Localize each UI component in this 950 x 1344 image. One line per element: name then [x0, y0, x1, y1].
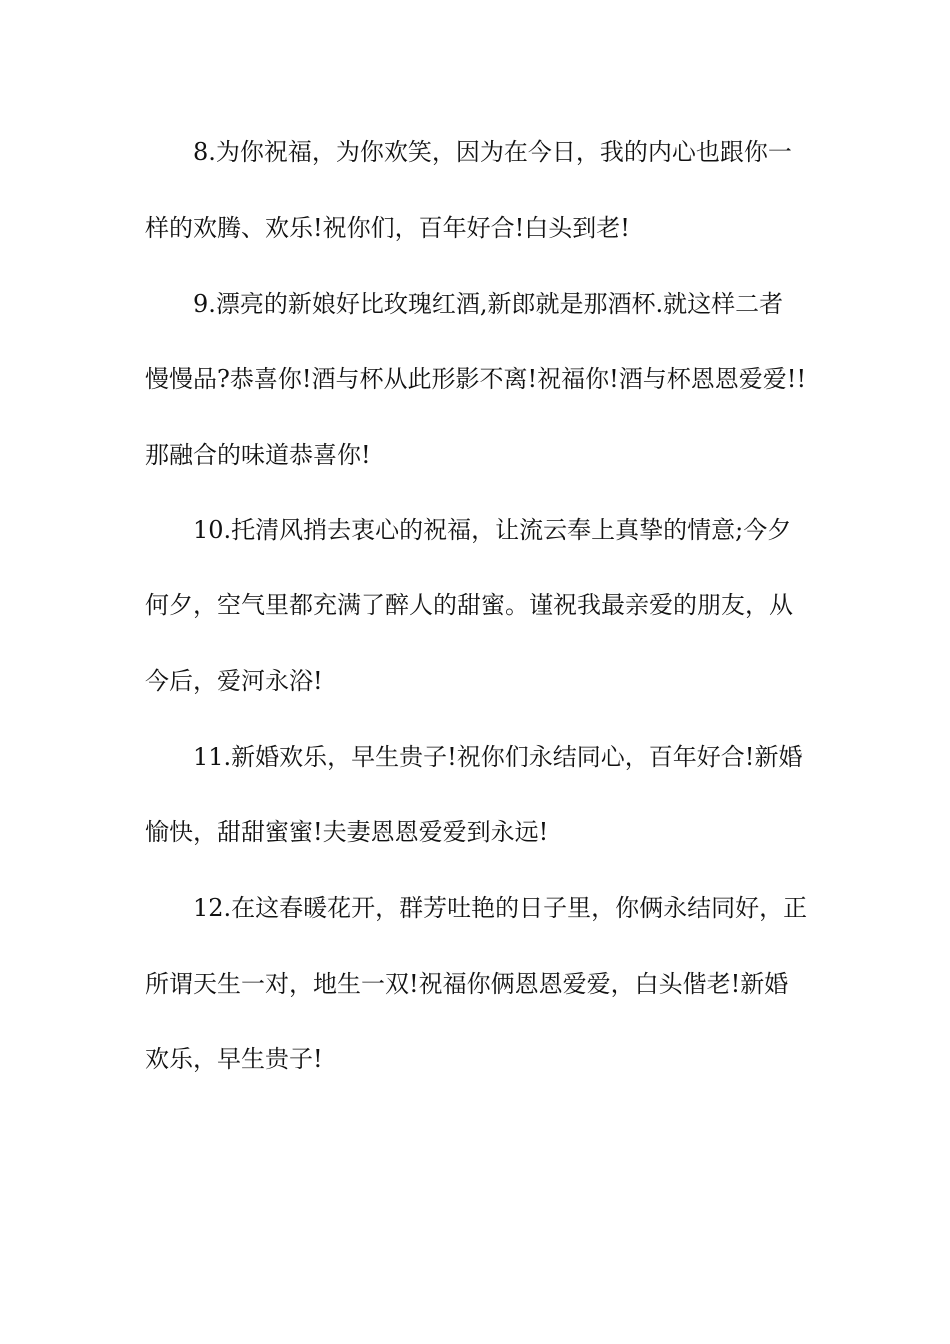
text-line: 所谓天生一对，地生一双!祝福你俩恩恩爱爱，白头偕老!新婚: [145, 970, 789, 998]
text-line: 10.托清风捎去衷心的祝福，让流云奉上真挚的情意;今夕: [193, 516, 792, 544]
text-line: 11.新婚欢乐，早生贵子!祝你们永结同心，百年好合!新婚: [193, 743, 803, 771]
text-line: 样的欢腾、欢乐!祝你们，百年好合!白头到老!: [145, 214, 630, 242]
text-line: 愉快，甜甜蜜蜜!夫妻恩恩爱爱到永远!: [145, 818, 549, 846]
text-line: 12.在这春暖花开，群芳吐艳的日子里，你俩永结同好，正: [193, 894, 808, 922]
text-line: 何夕，空气里都充满了醉人的甜蜜。谨祝我最亲爱的朋友，从: [145, 591, 793, 619]
text-line: 欢乐，早生贵子!: [145, 1045, 323, 1073]
text-line: 慢慢品?恭喜你!酒与杯从此形影不离!祝福你!酒与杯恩恩爱爱!!: [145, 365, 807, 393]
text-line: 那融合的味道恭喜你!: [145, 441, 371, 469]
text-line: 9.漂亮的新娘好比玫瑰红酒,新郎就是那酒杯.就这样二者: [193, 290, 784, 318]
text-line: 今后，爱河永浴!: [145, 667, 323, 695]
text-line: 8.为你祝福，为你欢笑，因为在今日，我的内心也跟你一: [193, 138, 792, 166]
